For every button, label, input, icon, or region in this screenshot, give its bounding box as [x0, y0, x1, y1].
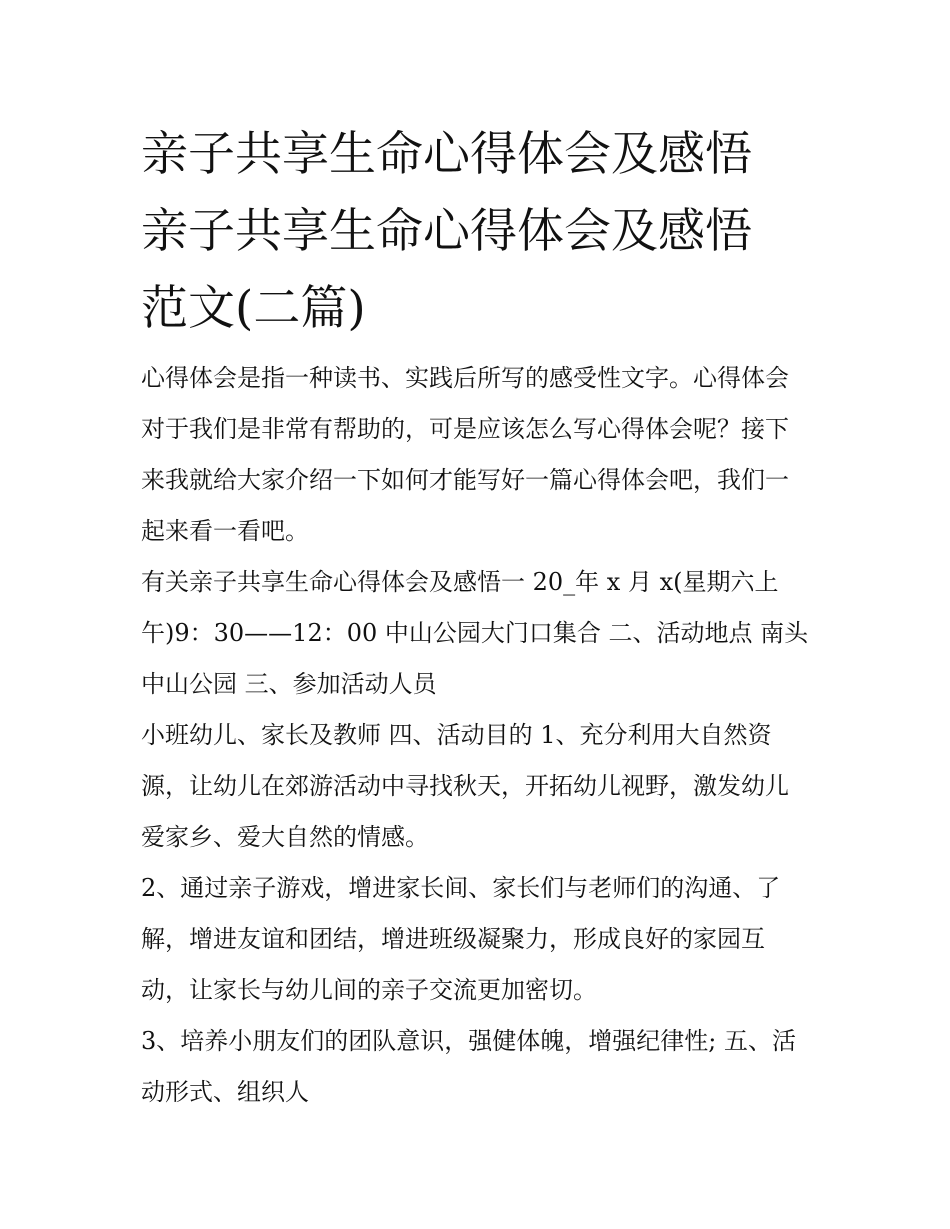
title-line: 亲子共享生命心得体会及感悟 — [141, 127, 752, 182]
text-line: 小班幼儿、家长及教师 四、活动目的 1、充分利用大自然资 — [141, 721, 772, 749]
paragraph-goal-2 — [141, 863, 813, 1016]
text-line: 来我就给大家介绍一下如何才能写好一篇心得体会吧，我们一 — [141, 466, 789, 494]
text-line: 2、通过亲子游戏，增进家长间、家长们与老师们的沟通、了 — [141, 874, 781, 902]
paragraph-intro — [141, 353, 813, 557]
text-line: 中山公园 三、参加活动人员 — [141, 670, 437, 698]
text-line: 动，让家长与幼儿间的亲子交流更加密切。 — [141, 976, 597, 1004]
title-line: 范文(二篇) — [141, 281, 366, 336]
text-line: 有关亲子共享生命心得体会及感悟一 20_年 x 月 x(星期六上 — [141, 568, 779, 596]
text-line: 解，增进友谊和团结，增进班级凝聚力，形成良好的家园互 — [141, 925, 765, 953]
text-line: 起来看一看吧。 — [141, 517, 309, 545]
text-line: 对于我们是非常有帮助的，可是应该怎么写心得体会呢？接下 — [141, 415, 789, 443]
paragraph-goal-3 — [141, 1016, 813, 1118]
document-body — [141, 116, 813, 1118]
paragraph-participants-goals — [141, 710, 813, 863]
text-line: 心得体会是指一种读书、实践后所写的感受性文字。心得体会 — [141, 364, 789, 392]
paragraph-activity-time — [141, 557, 813, 710]
text-line: 动形式、组织人 — [141, 1078, 309, 1106]
document-title — [141, 116, 813, 347]
text-line: 源，让幼儿在郊游活动中寻找秋天，开拓幼儿视野，激发幼儿 — [141, 772, 789, 800]
text-line: 3、培养小朋友们的团队意识，强健体魄，增强纪律性; 五、活 — [141, 1027, 796, 1055]
text-line: 午)9：30——12：00 中山公园大门口集合 二、活动地点 南头 — [141, 619, 809, 647]
text-line: 爱家乡、爱大自然的情感。 — [141, 823, 429, 851]
title-line: 亲子共享生命心得体会及感悟 — [141, 204, 752, 259]
